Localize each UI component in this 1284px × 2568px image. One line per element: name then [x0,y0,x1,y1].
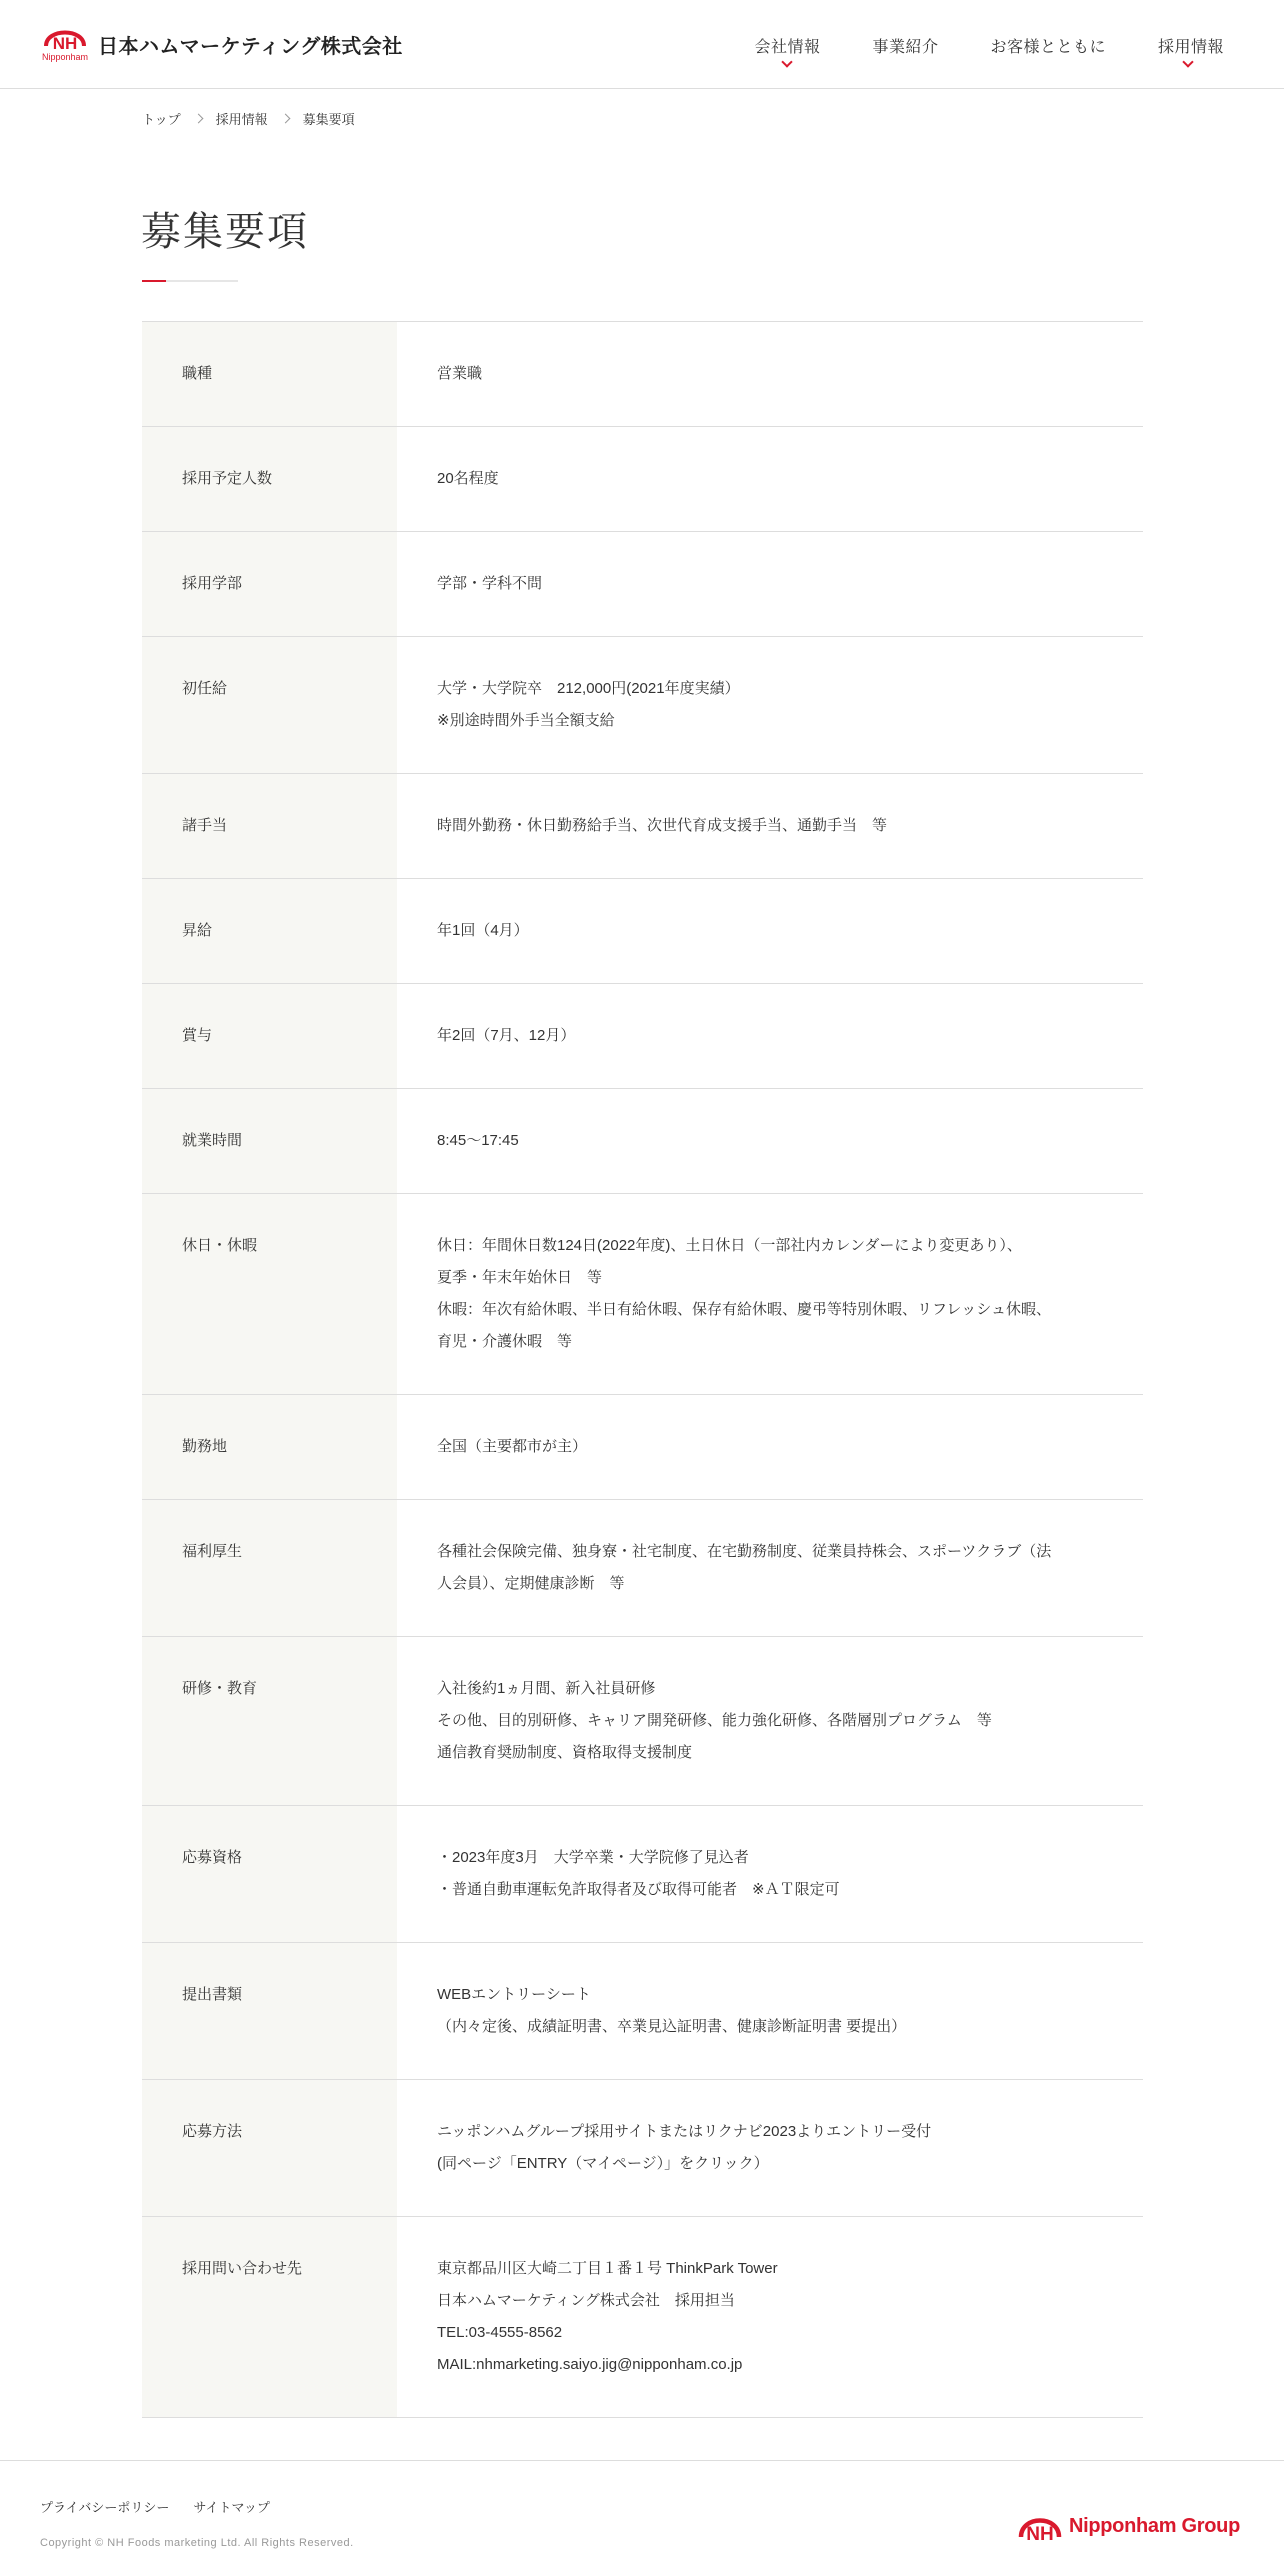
table-row [142,532,1143,637]
table-row [142,1194,1143,1395]
row-value-line: 20名程度 [437,470,499,487]
breadcrumb-chevron-icon [193,114,203,124]
row-value [397,2080,1143,2216]
row-label: 研修・教育 [142,1637,397,1805]
svg-text:NH: NH [52,34,78,52]
table-row [142,1637,1143,1806]
table-row [142,2080,1143,2217]
row-value [397,984,1143,1088]
table-row [142,1500,1143,1637]
row-value-line: 夏季・年末年始休日 等 [437,1269,603,1286]
table-row [142,774,1143,879]
row-value [397,532,1143,636]
row-label: 採用学部 [142,532,397,636]
breadcrumb-item-recruit[interactable]: 採用情報 [215,112,268,127]
row-value-line: 年1回（4月） [437,922,529,939]
row-value-line: その他、目的別研修、キャリア開発研修、能力強化研修、各階層別プログラム 等 [437,1712,992,1729]
company-name: 日本ハムマーケティング株式会社 [98,36,403,58]
table-row [142,427,1143,532]
table-row [142,1806,1143,1943]
row-value-line: 育児・介護休暇 等 [437,1333,573,1350]
footer-links [40,2497,294,2516]
site-footer [0,2460,1284,2568]
row-value-line: （内々定後、成績証明書、卒業見込証明書、健康診断証明書 要提出） [437,2018,907,2035]
copyright: Copyright © NH Foods marketing Ltd. All Rights Reserved. [40,2537,354,2549]
row-value-line: WEBエントリーシート [437,1986,591,2003]
row-label: 職種 [142,322,397,426]
table-row [142,637,1143,774]
row-label: 応募資格 [142,1806,397,1942]
breadcrumb-item-current: 募集要項 [302,112,355,127]
row-value-line: MAIL:nhmarketing.saiyo.jig@nipponham.co.jp [437,2356,743,2373]
breadcrumb-chevron-icon [280,114,290,124]
row-value-line: 日本ハムマーケティング株式会社 採用担当 [437,2292,735,2309]
row-value-line: (同ページ「ENTRY（マイページ）」をクリック） [437,2155,769,2172]
row-value [397,1637,1143,1805]
group-logo-text: Nipponham Group [1068,2514,1240,2537]
row-value [397,1194,1143,1394]
row-value-line: ・普通自動車運転免許取得者及び取得可能者 ※ＡＴ限定可 [437,1881,840,1898]
row-value-line: TEL:03-4555-8562 [437,2324,563,2341]
row-value [397,1943,1143,2079]
row-value-line: ※別途時間外手当全額支給 [437,712,615,729]
site-header [0,0,1284,89]
footer-link-sitemap[interactable]: サイトマップ [193,2500,270,2515]
row-label: 諸手当 [142,774,397,878]
table-row [142,1089,1143,1194]
row-label: 就業時間 [142,1089,397,1193]
row-label: 福利厚生 [142,1500,397,1636]
row-value [397,322,1143,426]
company-logo[interactable] [40,22,403,66]
row-value-line: 営業職 [437,365,483,382]
nav-label: 事業紹介 [872,39,939,56]
nav-item-recruit[interactable] [1132,0,1244,89]
logo-subtext: Nipponham [41,52,89,62]
row-label: 提出書類 [142,1943,397,2079]
global-nav [728,0,1244,89]
row-value [397,2217,1143,2417]
svg-text:NH: NH [1026,2524,1054,2543]
row-label: 勤務地 [142,1395,397,1499]
nh-logo-icon [40,22,90,66]
row-label: 応募方法 [142,2080,397,2216]
page-title: 募集要項 [141,209,309,255]
row-value-line: 休暇：年次有給休暇、半日有給休暇、保存有給休暇、慶弔等特別休暇、リフレッシュ休暇、 [437,1301,1051,1318]
row-label: 採用問い合わせ先 [142,2217,397,2417]
row-value-line: 時間外勤務・休日勤務給手当、次世代育成支援手当、通勤手当 等 [437,817,888,834]
chevron-down-icon [782,56,793,67]
row-value-line: 東京都品川区大崎二丁目１番１号 ThinkPark Tower [437,2260,778,2277]
nav-label: 採用情報 [1157,39,1224,56]
row-value-line: 休日：年間休日数124日(2022年度)、土日休日（一部社内カレンダーにより変更あり）、 [437,1237,1022,1254]
row-value [397,637,1143,773]
nh-group-logo-icon [1017,2509,1063,2543]
row-value [397,1395,1143,1499]
requirements-table [142,321,1143,2418]
row-value-line: 全国（主要都市が主） [437,1438,588,1455]
row-value-line: 学部・学科不問 [437,575,543,592]
nav-item-business[interactable] [846,0,964,89]
table-row [142,879,1143,984]
title-underline [142,280,238,282]
row-value-line: 通信教育奨励制度、資格取得支援制度 [437,1744,693,1761]
table-row [142,984,1143,1089]
nav-item-company[interactable] [728,0,846,89]
row-value-line: 入社後約1ヵ月間、新入社員研修 [437,1680,656,1697]
nav-label: お客様とともに [990,39,1106,56]
row-value [397,774,1143,878]
table-row [142,1395,1143,1500]
row-value [397,427,1143,531]
nav-label: 会社情報 [754,39,821,56]
group-logo[interactable] [1017,2509,1240,2543]
chevron-down-icon [1182,56,1193,67]
row-value-line: 大学・大学院卒 212,000円(2021年度実績） [437,680,740,697]
row-label: 賞与 [142,984,397,1088]
title-underline-accent [142,280,166,282]
row-label: 昇給 [142,879,397,983]
table-row [142,2217,1143,2418]
table-row [142,322,1143,427]
row-value-line: 年2回（7月、12月） [437,1027,576,1044]
row-value-line: ニッポンハムグループ採用サイトまたはリクナビ2023よりエントリー受付 [437,2123,932,2140]
row-value-line: 8:45～17:45 [437,1132,519,1149]
table-row [142,1943,1143,2080]
row-value [397,1500,1143,1636]
row-label: 初任給 [142,637,397,773]
nav-item-customers[interactable] [964,0,1132,89]
row-value-line: 人会員）、定期健康診断 等 [437,1575,625,1592]
row-value-line: 各種社会保険完備、独身寮・社宅制度、在宅勤務制度、従業員持株会、スポーツクラブ（法 [437,1543,1052,1560]
row-value [397,1806,1143,1942]
row-value [397,1089,1143,1193]
breadcrumb [142,109,355,128]
row-label: 休日・休暇 [142,1194,397,1394]
row-label: 採用予定人数 [142,427,397,531]
row-value [397,879,1143,983]
footer-link-privacy[interactable]: プライバシーポリシー [40,2500,170,2515]
breadcrumb-item-top[interactable]: トップ [142,112,181,127]
row-value-line: ・2023年度3月 大学卒業・大学院修了見込者 [437,1849,749,1866]
